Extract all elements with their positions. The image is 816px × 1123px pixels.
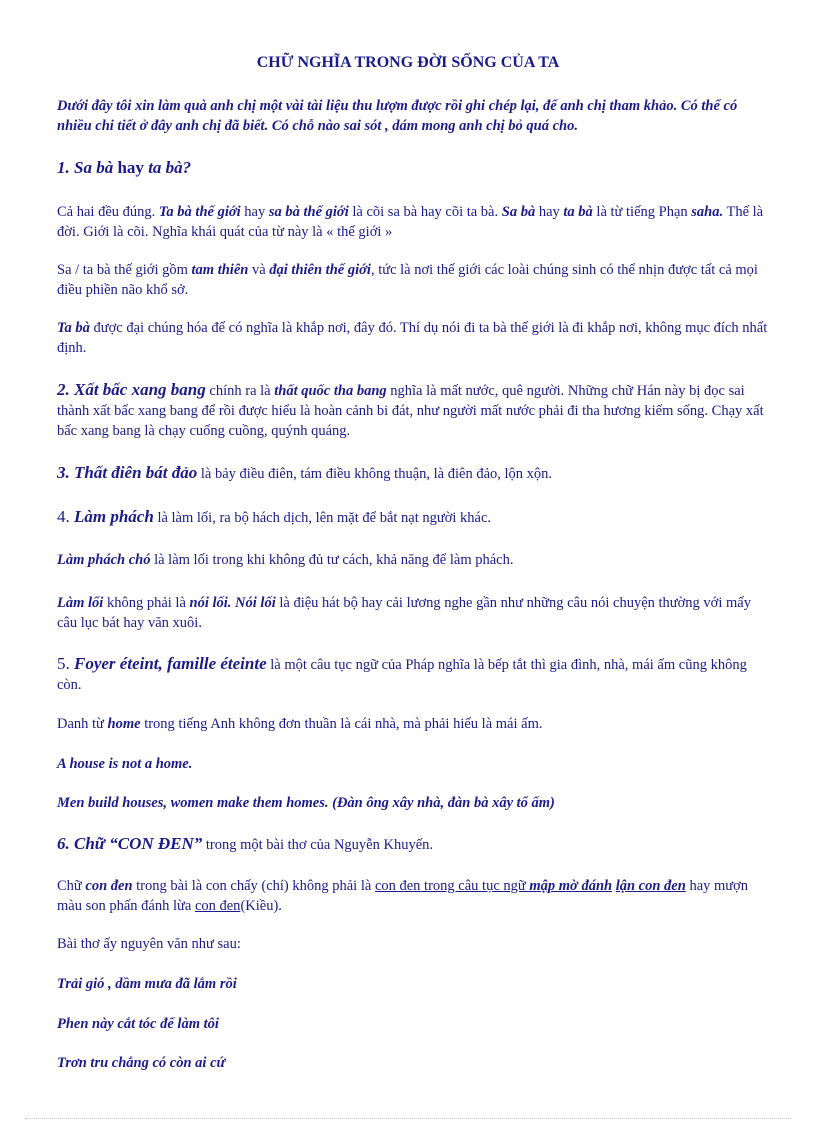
section-4-paragraph-3: Làm lối không phải là nói lối. Nói lối là điệu hát bộ hay cải lương nghe gần như những câu nói chuyện thường với mấy câu lục bát hay văn xuôi. <box>57 595 751 631</box>
section-3: 3. Thất điên bát đảo là bảy điều điên, tám điều không thuận, là điên đảo, lộn xộn. <box>57 463 553 482</box>
section-5: 5. Foyer éteint, famille éteinte là một câu tục ngữ của Pháp nghĩa là bếp tắt thì gia đình, nhà, mái ấm cũng không còn. <box>57 654 747 693</box>
section-1-paragraph-1: Cả hai đều đúng. Ta bà thế giới hay sa bà thế giới là cõi sa bà hay cõi ta bà. Sa bà hay ta bà là từ tiếng Phạn saha. Thế là đời. Giới là cõi. Nghĩa khái quát của từ này là « thế giới » <box>57 204 764 240</box>
poem-line-3: Trơn tru chẳng có còn ai cứ <box>57 1055 226 1071</box>
page-title: CHỮ NGHĨA TRONG ĐỜI SỐNG CỦA TA <box>256 54 560 71</box>
section-6-paragraph-2: Bài thơ ấy nguyên văn như sau: <box>57 936 241 952</box>
section-4-heading: Làm phách <box>74 507 154 526</box>
section-5-heading: Foyer éteint, famille éteinte <box>74 654 267 673</box>
section-2-heading: 2. Xất bấc xang bang <box>57 380 206 399</box>
intro-paragraph: Dưới đây tôi xin làm quà anh chị một vài tài liệu thu lượm được rồi ghi chép lại, để anh chị tham khảo. Có thể có nhiều chi tiết ở đây anh chị đã biết. Có chỗ nào sai sót , dám mong anh chị bỏ quá cho. <box>57 98 738 134</box>
section-6-heading: 6. Chữ “CON ĐEN” <box>57 834 203 853</box>
section-1-paragraph-2: Sa / ta bà thế giới gồm tam thiên và đại thiên thế giới, tức là nơi thế giới các loài chúng sinh có thể nhịn được tất cả mọi điều phiền não khổ sở. <box>57 262 758 298</box>
section-4-paragraph-2: Làm phách chó là làm lối trong khi không đủ tư cách, khả năng để làm phách. <box>57 552 514 568</box>
section-1-paragraph-3: Ta bà được đại chúng hóa để có nghĩa là khắp nơi, đây đó. Thí dụ nói đi ta bà thế giới là đi khắp nơi, không mục đích nhất định. <box>57 320 768 356</box>
poem-line-2: Phen này cắt tóc để làm tôi <box>57 1016 219 1032</box>
section-5-quote-1: A house is not a home. <box>57 756 193 772</box>
page-bottom-divider <box>25 1118 791 1119</box>
section-6-paragraph-1: Chữ con đen trong bài là con chấy (chí) không phải là con đen trong câu tục ngữ mập mờ đánh lận con đen hay mượn màu son phấn đánh lừa con đen(Kiều). <box>57 878 749 914</box>
section-2: 2. Xất bấc xang bang chính ra là thất quốc tha bang nghĩa là mất nước, quê người. Những chữ Hán này bị đọc sai thành xất bấc xang bang để rồi được hiểu là hoàn cảnh bi đát, như người mất nước phải đi tha hương kiếm sống. Chạy xất bấc xang bang là chạy cuống cuồng, quýnh quáng. <box>57 380 764 439</box>
section-5-quote-2: Men build houses, women make them homes. (Đàn ông xây nhà, đàn bà xây tổ ấm) <box>57 795 555 811</box>
poem-line-1: Trải gió , dầm mưa đã lắm rồi <box>57 976 237 992</box>
section-3-heading: 3. Thất điên bát đảo <box>57 463 198 482</box>
section-4: 4. Làm phách là làm lối, ra bộ hách dịch, lên mặt để bắt nạt người khác. <box>57 507 492 526</box>
section-6: 6. Chữ “CON ĐEN” trong một bài thơ của Nguyễn Khuyến. <box>57 834 434 853</box>
section-1-heading: 1. Sa bà hay ta bà? <box>57 158 192 177</box>
section-5-paragraph-2: Danh từ home trong tiếng Anh không đơn thuần là cái nhà, mà phải hiểu là mái ấm. <box>57 716 543 732</box>
